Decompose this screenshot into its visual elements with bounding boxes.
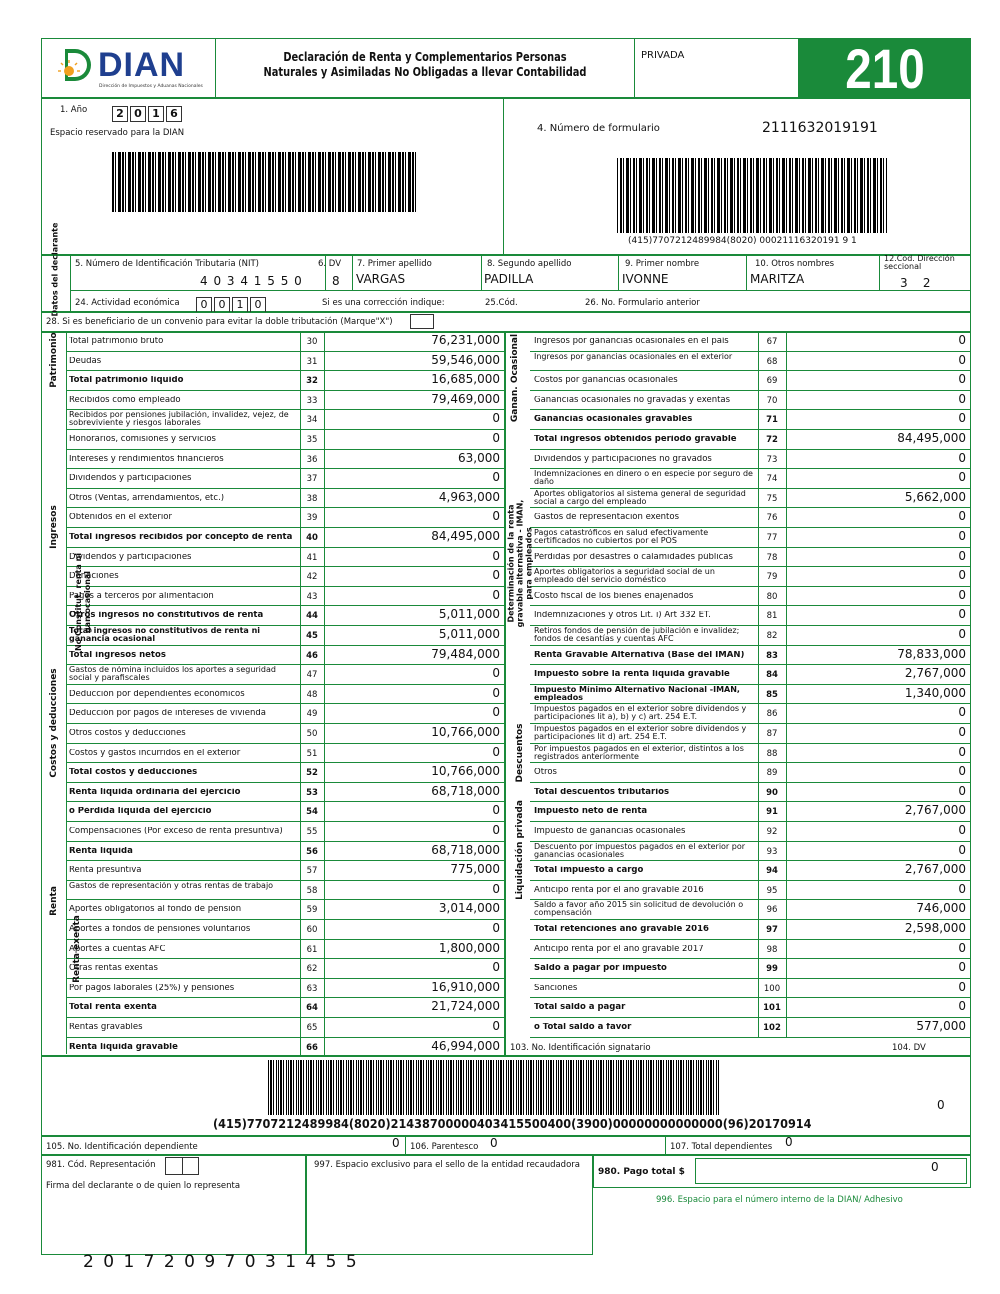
row-code: 91 <box>766 807 778 818</box>
row-value[interactable]: 0 <box>958 627 966 641</box>
row-value[interactable]: 0 <box>958 764 966 779</box>
row-label: Total patrimonio líquido <box>69 376 184 385</box>
row-label: Renta presuntiva <box>69 866 142 875</box>
row-value[interactable]: 0 <box>492 803 500 818</box>
row-code: 53 <box>306 787 318 798</box>
row-value[interactable]: 46,994,000 <box>431 1038 500 1053</box>
prev-form-label: 26. No. Formulario anterior <box>585 298 700 308</box>
row-label: Ganancias ocasionales gravables <box>534 415 693 424</box>
row-label: Renta líquida <box>69 846 133 855</box>
privacy-label: PRIVADA <box>641 50 685 61</box>
row-value[interactable]: 0 <box>958 705 966 720</box>
privacy-box <box>634 38 799 98</box>
row-code: 52 <box>306 768 318 779</box>
row-code: 65 <box>306 1023 318 1033</box>
row-value[interactable]: 0 <box>958 529 966 543</box>
row-value[interactable]: 0 <box>492 587 500 602</box>
bottom-number: 2 0 1 7 2 0 9 7 0 3 1 4 5 5 <box>83 1252 359 1272</box>
treaty-label: 28. Si es beneficiario de un convenio para evitar la doble tributación (Marque"X") <box>46 317 393 327</box>
row-label: Renta Gravable Alternativa (Base del IMAN) <box>534 650 745 659</box>
row-label: Pérdidas por desastres o calamidades públicas <box>534 552 733 561</box>
representation-label: 981. Cód. Representación <box>46 1160 156 1170</box>
row-label: Anticipo renta por el año gravable 2016 <box>534 885 704 894</box>
row-label: Total descuentos tributarios <box>534 787 670 796</box>
logo-subtext: Dirección de Impuestos y Aduanas Nacionales <box>99 84 203 89</box>
row-code: 51 <box>306 748 318 759</box>
row-value[interactable]: 0 <box>958 960 966 975</box>
row-label: Otras rentas exentas <box>69 964 158 973</box>
row-code: 46 <box>306 650 318 661</box>
row-label: Honorarios, comisiones y servicios <box>69 435 216 443</box>
dependents-total-value: 0 <box>785 1135 793 1149</box>
row-label: o Total saldo a favor <box>534 1023 632 1031</box>
row-value[interactable]: 0 <box>492 823 500 837</box>
row-code: 77 <box>766 533 778 543</box>
row-value[interactable]: 0 <box>492 666 500 681</box>
row-value[interactable]: 1,800,000 <box>438 940 500 955</box>
row-value[interactable]: 0 <box>492 1019 500 1033</box>
relation-value: 0 <box>490 1136 498 1150</box>
signatory-id-label: 103. No. Identificación signatario <box>510 1043 651 1053</box>
row-value[interactable]: 10,766,000 <box>431 725 500 739</box>
row-code: 73 <box>766 454 778 465</box>
row-value[interactable]: 2,598,000 <box>904 921 966 935</box>
row-code: 84 <box>766 670 778 681</box>
internal-number-label: 996. Espacio para el número interno de la DIAN/ Adhesivo <box>656 1195 903 1205</box>
relation-label: 106. Parentesco <box>410 1142 479 1152</box>
surname2-value: PADILLA <box>484 272 534 286</box>
row-value[interactable]: 0 <box>958 470 966 485</box>
row-label: Gastos de representación exentos <box>534 513 680 522</box>
row-value[interactable]: 0 <box>958 450 966 465</box>
row-code: 92 <box>766 827 778 837</box>
row-label: Total ingresos recibidos por concepto de renta <box>69 533 293 541</box>
row-label: Descuento por impuestos pagados en el exterior por ganancias ocasionales <box>534 842 746 859</box>
payment-field[interactable] <box>695 1158 967 1184</box>
activity-digits <box>196 293 268 313</box>
dependents-total-label: 107. Total dependientes <box>670 1142 773 1152</box>
row-label: Pagos a terceros por alimentación <box>69 591 214 600</box>
name1-label: 9. Primer nombre <box>625 259 700 269</box>
row-label: Total impuesto a cargo <box>534 866 644 875</box>
row-code: 44 <box>306 611 318 622</box>
row-code: 78 <box>766 552 778 563</box>
correction-label: Si es una corrección indique: <box>322 298 445 308</box>
row-code: 82 <box>766 631 778 641</box>
row-label: Gastos de nómina incluidos los aportes a seguridad social y parafiscales <box>69 666 276 683</box>
row-value[interactable]: 10,766,000 <box>431 764 500 779</box>
section-renta-exenta: Renta exenta <box>72 915 82 983</box>
row-code: 35 <box>306 435 318 445</box>
row-label: Total ingresos no constitutivos de renta ni ganancia ocasional <box>69 627 261 643</box>
row-value[interactable]: 0 <box>492 431 500 445</box>
row-label: Total ingresos obtenidos período gravable <box>534 435 737 443</box>
row-label: Gastos de representación y otras rentas de trabajo <box>69 881 274 890</box>
signature-label: Firma del declarante o de quien lo representa <box>46 1181 241 1191</box>
year-digits <box>112 102 184 122</box>
row-code: 62 <box>306 964 318 975</box>
row-code: 69 <box>766 376 778 387</box>
row-code: 42 <box>306 572 318 583</box>
row-code: 38 <box>306 493 318 504</box>
row-value[interactable]: 2,767,000 <box>904 862 966 877</box>
row-code: 89 <box>766 768 778 779</box>
row-value[interactable]: 2,767,000 <box>904 666 966 681</box>
row-label: Ingresos por ganancias ocasionales en el exterior <box>534 352 733 361</box>
row-label: Renta líquida ordinaria del ejercicio <box>69 787 241 796</box>
row-code: 50 <box>306 729 318 739</box>
row-value[interactable]: 0 <box>958 509 966 524</box>
row-code: 74 <box>766 474 778 485</box>
row-value[interactable]: 0 <box>958 411 966 426</box>
row-label: o Pérdida líquida del ejercicio <box>69 807 212 816</box>
treaty-checkbox[interactable] <box>410 314 434 329</box>
row-code: 87 <box>766 729 778 739</box>
row-code: 95 <box>766 885 778 896</box>
row-label: Aportes obligatorios al fondo de pensión <box>69 905 242 914</box>
row-label: Total saldo a pagar <box>534 1003 626 1012</box>
row-label: Renta líquida gravable <box>69 1042 178 1051</box>
row-value[interactable]: 775,000 <box>450 862 500 877</box>
row-value[interactable]: 0 <box>958 333 966 347</box>
row-label: Deducción por dependientes económicos <box>69 689 245 698</box>
row-value[interactable]: 84,495,000 <box>897 431 966 445</box>
row-code: 57 <box>306 866 318 877</box>
row-value[interactable]: 0 <box>958 999 966 1014</box>
row-label: Dividendos y participaciones <box>69 474 192 483</box>
row-code: 47 <box>306 670 318 681</box>
row-label: Anticipo renta por el año gravable 2017 <box>534 944 704 953</box>
sectional-value: 3 2 <box>900 276 931 290</box>
row-code: 59 <box>306 905 318 916</box>
row-code: 49 <box>306 709 318 720</box>
row-label: Deudas <box>69 356 102 365</box>
row-code: 33 <box>306 395 318 406</box>
surname1-value: VARGAS <box>356 272 406 286</box>
row-value[interactable]: 0 <box>492 411 500 426</box>
row-value[interactable]: 0 <box>492 470 500 485</box>
row-value[interactable]: 0 <box>958 607 966 622</box>
row-label: Aportes a cuentas AFC <box>69 944 166 953</box>
row-label: Impuesto de ganancias ocasionales <box>534 827 686 835</box>
row-code: 60 <box>306 925 318 935</box>
row-code: 101 <box>763 1003 781 1014</box>
row-label: Compensaciones (Por exceso de renta presuntiva) <box>69 827 283 835</box>
row-value[interactable]: 0 <box>492 960 500 975</box>
row-label: Sanciones <box>534 983 578 992</box>
form-number: 210 <box>845 37 925 100</box>
row-label: Total ingresos netos <box>69 650 166 659</box>
row-code: 55 <box>306 827 318 837</box>
section-iman: Determinación de la renta gravable alternativa - IMAN, para empleados <box>506 499 534 628</box>
row-code: 76 <box>766 513 778 524</box>
row-value[interactable]: 16,910,000 <box>431 979 500 994</box>
row-code: 48 <box>306 689 318 700</box>
section-ingresos: Ingresos <box>49 505 59 549</box>
section-liquidacion: Liquidación privada <box>515 800 525 900</box>
row-code: 39 <box>306 513 318 524</box>
signatory-dv-label: 104. DV <box>892 1043 926 1053</box>
row-label: Aportes obligatorios a seguridad social de un empleado del servicio doméstico <box>534 568 715 585</box>
row-code: 37 <box>306 474 318 485</box>
row-value[interactable]: 59,546,000 <box>431 352 500 367</box>
row-code: 71 <box>766 415 778 426</box>
dian-2d-barcode <box>112 152 417 212</box>
row-value[interactable]: 0 <box>958 823 966 837</box>
activity-digit: 0 <box>196 297 212 313</box>
row-label: Obtenidos en el exterior <box>69 513 172 522</box>
row-code: 43 <box>306 591 318 602</box>
row-label: Indemnizaciones y otros Lit. i) Art 332 ET. <box>534 611 711 620</box>
row-label: Recibidos como empleado <box>69 395 181 404</box>
row-label: Pagos catastróficos en salud efectivamente certificados no cubiertos por el POS <box>534 529 709 545</box>
section-costos: Costos y deducciones <box>49 668 59 778</box>
row-code: 75 <box>766 493 778 504</box>
activity-digit: 0 <box>250 297 266 313</box>
row-label: Deducción por pagos de intereses de vivienda <box>69 709 266 718</box>
seal-box <box>306 1155 593 1255</box>
row-label: Aportes obligatorios al sistema general de seguridad social a cargo del empleado <box>534 489 746 506</box>
row-value[interactable]: 0 <box>492 509 500 524</box>
logo-text: DIAN <box>98 46 186 84</box>
name2-value: MARITZA <box>750 272 805 286</box>
row-code: 31 <box>306 356 318 367</box>
row-code: 100 <box>763 983 781 994</box>
nit-label: 5. Número de Identificación Tributaria (NIT) <box>75 259 259 269</box>
row-code: 86 <box>766 709 778 720</box>
year-label: 1. Año <box>60 105 88 115</box>
section-ganan: Ganan. Ocasional <box>510 333 520 423</box>
row-label: Costos y gastos incurridos en el exterior <box>69 748 241 757</box>
row-label: Total retenciones año gravable 2016 <box>534 925 709 933</box>
activity-digit: 0 <box>214 297 230 313</box>
row-code: 66 <box>306 1042 318 1053</box>
name2-label: 10. Otros nombres <box>755 259 835 269</box>
row-value[interactable]: 0 <box>958 881 966 896</box>
row-value[interactable]: 0 <box>958 587 966 602</box>
year-digit: 2 <box>112 106 128 122</box>
row-value[interactable]: 4,963,000 <box>438 489 500 504</box>
row-code: 45 <box>306 631 318 641</box>
row-label: Impuesto neto de renta <box>534 807 648 816</box>
payment-label: 980. Pago total $ <box>598 1167 685 1177</box>
row-value[interactable]: 79,484,000 <box>431 646 500 661</box>
row-code: 81 <box>766 611 778 622</box>
dv-value: 8 <box>332 274 340 288</box>
row-value[interactable]: 1,340,000 <box>904 685 966 700</box>
reserved-label: Espacio reservado para la DIAN <box>50 128 185 138</box>
row-value[interactable]: 76,231,000 <box>431 333 500 347</box>
row-label: Retiros fondos de pensión de jubilación e invalidez; fondos de cesantías y cuentas AFC <box>534 627 740 643</box>
row-label: Donaciones <box>69 572 119 581</box>
row-value[interactable]: 78,833,000 <box>897 646 966 661</box>
section-no-constit: No Constitut. renta ni gan ocasional <box>74 552 92 652</box>
row-code: 68 <box>766 356 778 367</box>
row-label: Total costos y deducciones <box>69 768 198 777</box>
activity-label: 24. Actividad económica <box>75 298 180 308</box>
row-value[interactable]: 2,767,000 <box>904 803 966 818</box>
row-label: Saldo a favor año 2015 sin solicitud de devolución o compensación <box>534 901 744 918</box>
row-code: 85 <box>766 689 778 700</box>
row-value[interactable]: 0 <box>492 568 500 583</box>
row-value[interactable]: 0 <box>492 881 500 896</box>
row-value[interactable]: 21,724,000 <box>431 999 500 1014</box>
row-code: 72 <box>766 435 778 445</box>
dependent-id-value: 0 <box>392 1136 400 1150</box>
row-label: Otros ingresos no constitutivos de renta <box>69 611 264 620</box>
row-value[interactable]: 68,718,000 <box>431 842 500 857</box>
row-code: 67 <box>766 337 778 347</box>
row-label: Por pagos laborales (25%) y pensiones <box>69 983 235 992</box>
form-barcode <box>617 158 887 233</box>
row-code: 99 <box>766 964 778 975</box>
row-value[interactable]: 84,495,000 <box>431 529 500 543</box>
row-value[interactable]: 0 <box>958 391 966 406</box>
row-code: 97 <box>766 925 778 935</box>
section-descuentos: Descuentos <box>515 723 525 783</box>
row-label: Otros costos y deducciones <box>69 729 186 737</box>
row-code: 83 <box>766 650 778 661</box>
row-value[interactable]: 0 <box>492 705 500 720</box>
row-value[interactable]: 5,011,000 <box>438 607 500 622</box>
row-value[interactable]: 0 <box>958 372 966 387</box>
form-barcode-text: (415)7707212489984(8020) 00021116320191 9 1 <box>628 236 857 246</box>
form-number-value: 2111632019191 <box>762 120 878 136</box>
row-code: 70 <box>766 395 778 406</box>
row-code: 61 <box>306 944 318 955</box>
row-code: 34 <box>306 415 318 426</box>
row-value[interactable]: 79,469,000 <box>431 391 500 406</box>
row-code: 41 <box>306 552 318 563</box>
row-value[interactable]: 0 <box>958 568 966 583</box>
row-code: 36 <box>306 454 318 465</box>
row-value[interactable]: 0 <box>958 352 966 367</box>
row-code: 94 <box>766 866 778 877</box>
row-code: 30 <box>306 337 318 347</box>
row-label: Impuesto Mínimo Alternativo Nacional -IMAN, empleados <box>534 685 740 702</box>
row-value[interactable]: 5,662,000 <box>904 489 966 504</box>
form-number-label: 4. Número de formulario <box>537 123 660 134</box>
row-label: Total patrimonio bruto <box>69 337 164 345</box>
dependent-id-label: 105. No. Identificación dependiente <box>46 1142 198 1152</box>
nit-value: 4 0 3 4 1 5 5 0 <box>200 274 303 288</box>
row-value[interactable]: 0 <box>958 744 966 759</box>
row-label: Otros (Ventas, arrendamientos, etc.) <box>69 493 225 502</box>
row-label: Indemnizaciones en dinero o en especie por seguro de daño <box>534 470 753 487</box>
row-label: Impuestos pagados en el exterior sobre dividendos y participaciones lit d) art. 254 E.T. <box>534 725 747 741</box>
row-label: Otros <box>534 768 557 777</box>
payment-value: 0 <box>931 1160 939 1174</box>
row-label: Costo fiscal de los bienes enajenados <box>534 591 694 600</box>
row-label: Total renta exenta <box>69 1003 157 1012</box>
row-code: 56 <box>306 846 318 857</box>
row-label: Impuesto sobre la renta líquida gravable <box>534 670 730 679</box>
year-digit: 6 <box>166 106 182 122</box>
row-value[interactable]: 68,718,000 <box>431 783 500 798</box>
row-value[interactable]: 0 <box>958 979 966 994</box>
row-label: Intereses y rendimientos financieros <box>69 454 224 463</box>
name1-value: IVONNE <box>622 272 669 286</box>
row-label: Saldo a pagar por impuesto <box>534 964 667 973</box>
row-code: 102 <box>763 1023 781 1033</box>
activity-digit: 1 <box>232 297 248 313</box>
row-value[interactable]: 0 <box>492 685 500 700</box>
row-value[interactable]: 0 <box>492 744 500 759</box>
dv-label: 6. DV <box>318 259 342 269</box>
row-code: 80 <box>766 591 778 602</box>
row-value[interactable]: 0 <box>958 940 966 955</box>
row-value[interactable]: 577,000 <box>916 1019 966 1033</box>
row-code: 40 <box>306 533 318 543</box>
seal-label: 997. Espacio exclusivo para el sello de la entidad recaudadora <box>314 1160 580 1170</box>
row-label: Ingresos por ganancias ocasionales en el país <box>534 337 729 345</box>
row-value[interactable]: 746,000 <box>916 901 966 916</box>
row-value[interactable]: 0 <box>958 842 966 857</box>
payment-barcode-text: (415)7707212489984(8020)21438700000403415500400(3900)00000000000000(96)20170914 <box>213 1117 812 1131</box>
section-patrimonio: Patrimonio <box>49 332 59 388</box>
row-value[interactable]: 3,014,000 <box>438 901 500 916</box>
row-code: 96 <box>766 905 778 916</box>
section-renta: Renta <box>49 886 59 916</box>
row-code: 63 <box>306 983 318 994</box>
row-label: Impuestos pagados en el exterior sobre dividendos y participaciones lit a), b) y c) art. 254 E.T. <box>534 705 747 722</box>
row-value[interactable]: 0 <box>958 783 966 798</box>
row-code: 98 <box>766 944 778 955</box>
barcode-side-value: 0 <box>937 1098 945 1112</box>
row-label: Por impuestos pagados en el exterior, distintos a los registrados anteriormente <box>534 744 744 761</box>
row-value[interactable]: 0 <box>492 548 500 563</box>
row-label: Recibidos por pensiones jubilación, invalidez, vejez, de sobreviviente y riesgos laborales <box>69 411 289 428</box>
form-title-line1: Declaración de Renta y Complementarios Personas <box>283 50 567 64</box>
row-code: 93 <box>766 846 778 857</box>
row-label: Costos por ganancias ocasionales <box>534 376 678 385</box>
row-code: 64 <box>306 1003 318 1014</box>
row-label: Aportes a fondos de pensiones voluntarios <box>69 925 251 933</box>
row-label: Dividendos y participaciones <box>69 552 192 561</box>
row-value[interactable]: 0 <box>492 921 500 935</box>
surname1-label: 7. Primer apellido <box>357 259 432 269</box>
year-digit: 0 <box>130 106 146 122</box>
row-label: Rentas gravables <box>69 1023 143 1031</box>
row-code: 32 <box>306 376 318 387</box>
row-label: Ganancias ocasionales no gravadas y exentas <box>534 395 731 404</box>
row-label: Dividendos y participaciones no gravados <box>534 454 712 463</box>
form-title-line2: Naturales y Asimiladas No Obligadas a llevar Contabilidad <box>263 65 587 79</box>
row-value[interactable]: 16,685,000 <box>431 372 500 387</box>
declarant-section-label: Datos del declarante <box>50 222 60 317</box>
row-code: 58 <box>306 885 318 896</box>
row-code: 79 <box>766 572 778 583</box>
row-value[interactable]: 0 <box>958 725 966 739</box>
row-code: 90 <box>766 787 778 798</box>
row-value[interactable]: 63,000 <box>458 450 500 465</box>
dian-logo-icon <box>55 45 95 85</box>
row-value[interactable]: 5,011,000 <box>438 627 500 641</box>
row-code: 88 <box>766 748 778 759</box>
cod-label: 25.Cód. <box>485 298 518 308</box>
row-value[interactable]: 0 <box>958 548 966 563</box>
year-digit: 1 <box>148 106 164 122</box>
sectional-label: 12.Cod. Dirección seccional <box>884 254 955 271</box>
row-code: 54 <box>306 807 318 818</box>
surname2-label: 8. Segundo apellido <box>487 259 572 269</box>
payment-barcode <box>268 1060 720 1115</box>
